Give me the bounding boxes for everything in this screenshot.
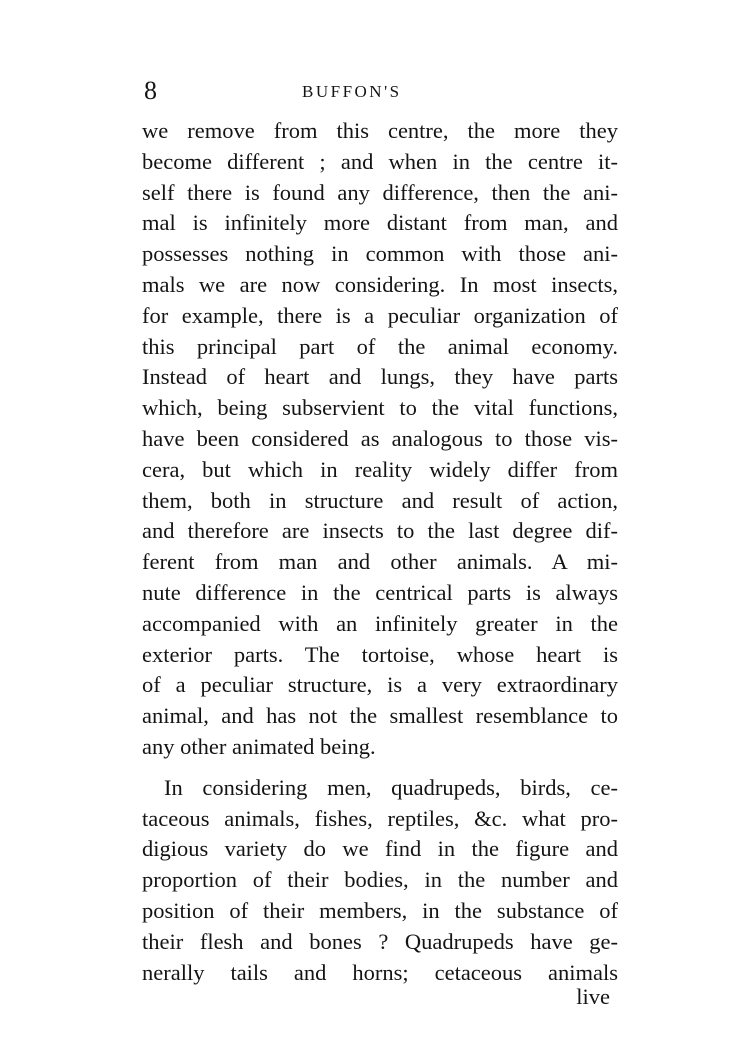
text-line: accompanied with an infinitely greater in the (142, 610, 618, 636)
text-line: nerally tails and horns; cetaceous animals (142, 959, 618, 985)
text-line: digious variety do we find in the figure and (142, 836, 618, 862)
text-line: nute difference in the centrical parts is always (142, 579, 618, 605)
page-number: 8 (144, 76, 157, 105)
text-line: animal, and has not the smallest resemblance to (142, 703, 618, 729)
text-line: we remove from this centre, the more they (142, 118, 618, 143)
paragraph-1 (142, 116, 618, 763)
text-line: and therefore are insects to the last degree dif- (142, 518, 618, 544)
paragraph-gap (142, 763, 618, 773)
text-line: proportion of their bodies, in the number and (142, 867, 618, 893)
text-line: them, both in structure and result of action, (142, 487, 618, 513)
text-line: their flesh and bones ? Quadrupeds have ge- (142, 928, 618, 954)
text-line: this principal part of the animal economy. (142, 333, 618, 359)
catchword: live (576, 984, 610, 1009)
text-line: possesses nothing in common with those ani- (142, 241, 618, 267)
text-line: Instead of heart and lungs, they have parts (142, 364, 618, 390)
running-head: BUFFON'S (302, 82, 402, 101)
text-line: become different ; and when in the centre it- (142, 148, 618, 174)
text-line: position of their members, in the substance of (142, 897, 618, 923)
paragraph-2 (142, 773, 618, 989)
body-text (142, 116, 618, 988)
text-line: In considering men, quadrupeds, birds, ce- (164, 774, 618, 800)
text-line: mal is infinitely more distant from man, and (142, 210, 618, 236)
text-line: mals we are now considering. In most insects, (142, 271, 618, 297)
text-line: have been considered as analogous to those vis- (142, 425, 618, 451)
text-line: for example, there is a peculiar organization of (142, 302, 618, 328)
page-header (142, 76, 618, 106)
text-line: any other animated being. (142, 733, 376, 759)
text-line: exterior parts. The tortoise, whose heart is (142, 641, 618, 667)
text-line: which, being subservient to the vital functions, (142, 395, 618, 421)
text-line: taceous animals, fishes, reptiles, &c. what pro- (142, 805, 618, 831)
text-line: of a peculiar structure, is a very extraordinary (142, 672, 618, 698)
text-line: self there is found any difference, then the ani- (142, 179, 618, 205)
text-line: cera, but which in reality widely differ from (142, 456, 618, 482)
text-line: ferent from man and other animals. A mi- (142, 549, 618, 575)
